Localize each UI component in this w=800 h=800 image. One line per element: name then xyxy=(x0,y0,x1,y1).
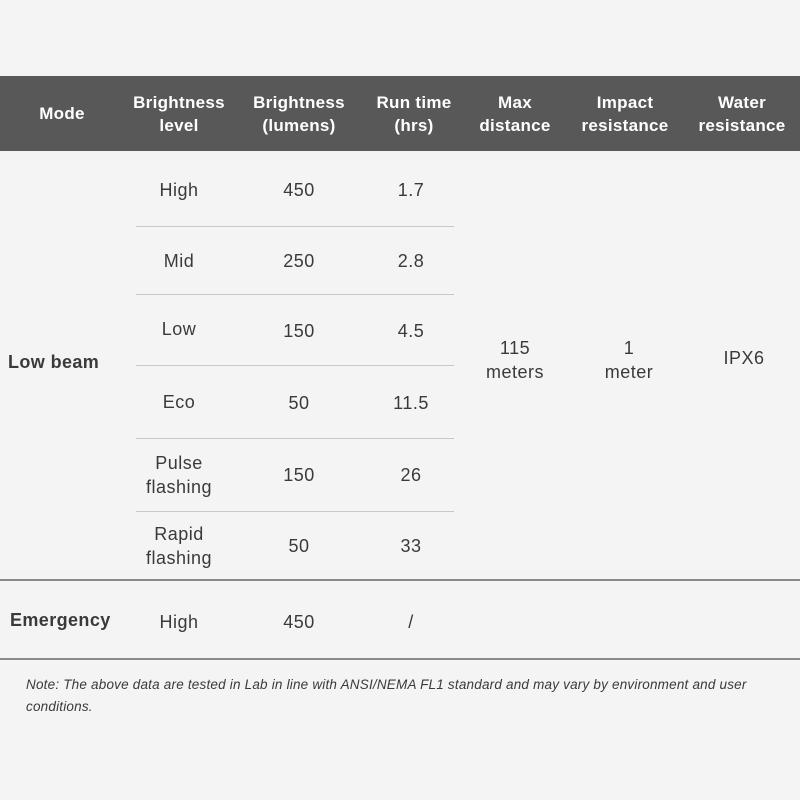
table-header xyxy=(0,76,800,151)
runtime-cell: 33 xyxy=(400,536,422,556)
lumens-cell: 450 xyxy=(283,180,315,200)
header-run-time: Run time (hrs) xyxy=(376,92,452,135)
level-cell: Mid xyxy=(163,251,195,271)
header-mode: Mode xyxy=(39,104,85,123)
level-cell: High xyxy=(159,612,199,632)
water-resistance-value: IPX6 xyxy=(723,348,765,368)
lumens-cell: 150 xyxy=(283,465,315,485)
lumens-cell: 450 xyxy=(283,612,315,632)
impact-resistance-value: 1 meter xyxy=(604,338,654,382)
runtime-cell: 2.8 xyxy=(397,251,425,271)
mode-low-beam: Low beam xyxy=(8,351,100,372)
header-brightness-lumens: Brightness (lumens) xyxy=(253,92,345,135)
lumens-cell: 150 xyxy=(283,321,315,341)
level-cell: Pulse flashing xyxy=(145,453,213,497)
level-cell: High xyxy=(159,180,199,200)
runtime-cell: 1.7 xyxy=(397,180,425,200)
runtime-cell: / xyxy=(408,612,414,632)
level-cell: Rapid flashing xyxy=(145,524,213,568)
section-divider xyxy=(0,579,800,581)
header-max-distance: Max distance xyxy=(479,92,551,135)
lumens-cell: 50 xyxy=(288,393,310,413)
level-cell: Eco xyxy=(162,392,196,412)
header-impact-resistance: Impact resistance xyxy=(581,92,669,135)
table-bottom-border xyxy=(0,658,800,660)
runtime-cell: 4.5 xyxy=(397,321,425,341)
mode-emergency: Emergency xyxy=(10,609,111,630)
runtime-cell: 11.5 xyxy=(393,393,429,413)
header-brightness-level: Brightness level xyxy=(133,92,225,135)
level-cell: Low xyxy=(161,319,197,339)
header-water-resistance: Water resistance xyxy=(698,92,786,135)
lumens-cell: 250 xyxy=(283,251,315,271)
lumens-cell: 50 xyxy=(288,536,310,556)
max-distance-value: 115 meters xyxy=(485,338,544,382)
footnote: Note: The above data are tested in Lab in line with ANSI/NEMA FL1 standard and may vary by environment and user conditions. xyxy=(26,677,747,714)
runtime-cell: 26 xyxy=(400,465,422,485)
